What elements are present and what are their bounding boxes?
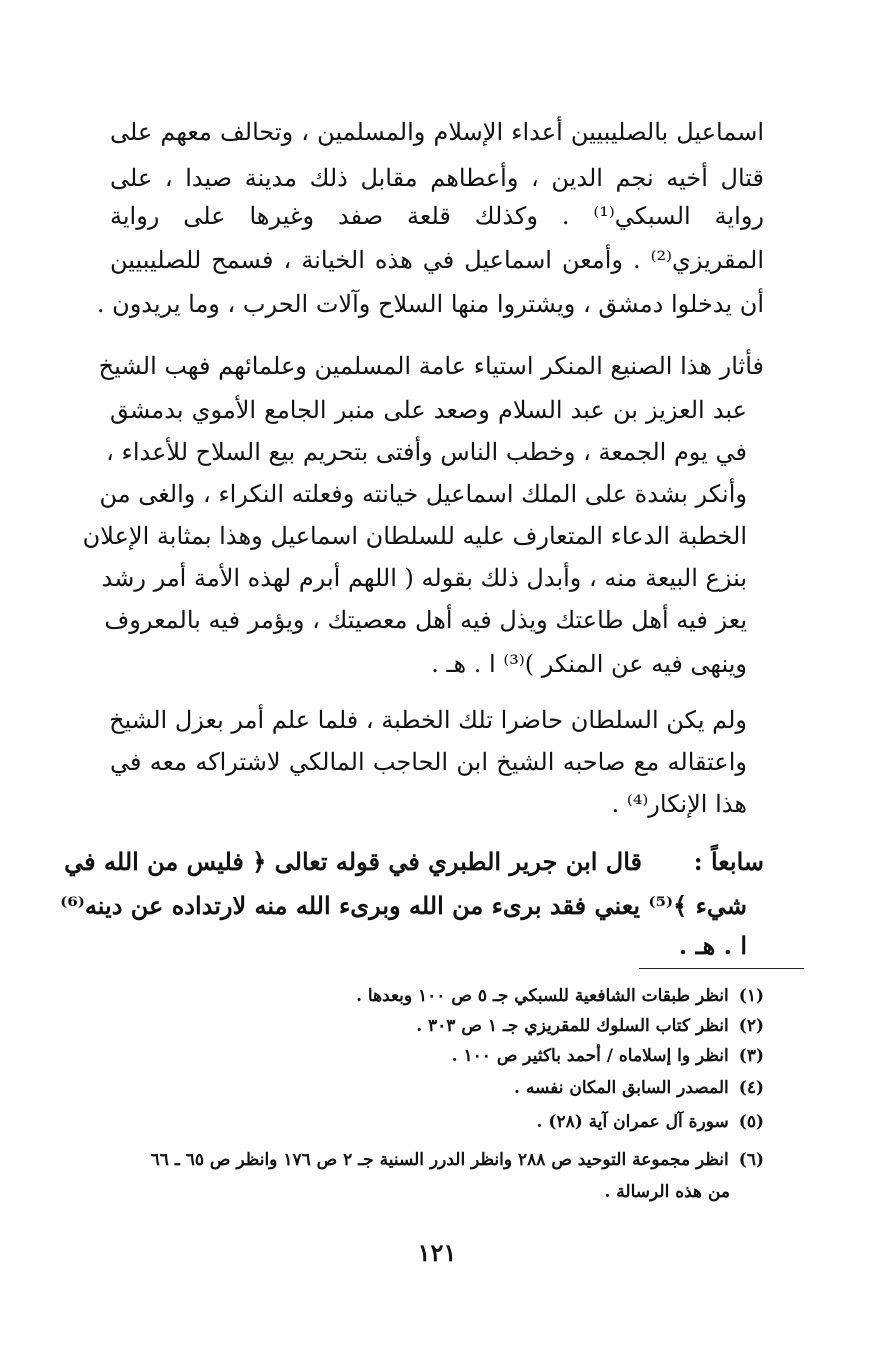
paragraph-2-line-1: فأثار هذا الصنيع المنكر استياء عامة المسلمين وعلمائهم فهب الشيخ [98,352,764,380]
footnote-3 [452,1044,764,1068]
footnote-2 [416,1014,764,1038]
footnote-1-number: (١) [738,986,764,1006]
footnote-6 [110,1148,764,1172]
paragraph-2-line-7: يعز فيه أهل طاعتك ويذل فيه أهل معصيتك ، ويؤمر فيه بالمعروف [104,606,747,634]
paragraph-3-line-1: ولم يكن السلطان حاضرا تلك الخطبة ، فلما علم أمر بعزل الشيخ [109,706,747,734]
footnote-1 [356,984,764,1008]
footnote-4 [514,1076,764,1100]
paragraph-1-line-5: أن يدخلوا دمشق ، ويشتروا منها السلاح وآلات الحرب ، وما يريدون . [96,290,764,318]
paragraph-4-line-1: قال ابن جرير الطبري في قوله تعالى ﴿ فليس من الله في [64,847,642,876]
footnote-separator [639,968,804,969]
paragraph-3-line-3: هذا الإنكار⁽⁴⁾ . [611,790,747,818]
footnote-4-text: المصدر السابق المكان نفسه . [514,1078,729,1098]
paragraph-4-line-2: شيء ﴾⁽⁵⁾ يعني فقد برىء من الله وبرىء الله منه لارتداده عن دينه⁽⁶⁾ [60,891,747,920]
footnote-4-number: (٤) [738,1078,764,1098]
page-number: ١٢١ [417,1238,457,1267]
paragraph-1-line-2: قتال أخيه نجم الدين ، وأعطاهم مقابل ذلك مدينة صيدا ، على [110,164,764,192]
paragraph-2-line-5: الخطبة الدعاء المتعارف عليه للسلطان اسماعيل وهذا بمثابة الإعلان [82,522,747,550]
footnote-1-text: انظر طبقات الشافعية للسبكي جـ ٥ ص ١٠٠ وبعدها . [356,986,729,1006]
paragraph-1-line-4: المقريزي⁽²⁾ . وأمعن اسماعيل في هذه الخيانة ، فسمح للصليبيين [110,246,764,274]
footnote-2-text: انظر كتاب السلوك للمقريزي جـ ١ ص ٣٠٣ . [416,1016,729,1036]
footnote-2-number: (٢) [738,1016,764,1036]
footnote-3-text: انظر وا إسلاماه / أحمد باكثير ص ١٠٠ . [451,1046,729,1066]
paragraph-3-line-2: واعتقاله مع صاحبه الشيخ ابن الحاجب المالكي لاشتراكه معه في [110,748,747,776]
paragraph-2-line-2: عبد العزيز بن عبد السلام وصعد على منبر الجامع الأموي بدمشق [110,396,747,424]
section-label-seventh: سابعاً : [693,847,764,876]
footnote-6-continuation: من هذه الرسالة . [604,1182,730,1202]
paragraph-2-line-6: بنزع البيعة منه ، وأبدل ذلك بقوله ( اللهم أبرم لهذه الأمة أمر رشد [101,564,747,592]
footnote-5-number: (٥) [738,1112,764,1132]
footnote-3-number: (٣) [738,1046,764,1066]
paragraph-4-line-3: ا . هـ . [678,931,747,960]
paragraph-2-line-4: وأنكر بشدة على الملك اسماعيل خيانته وفعلته النكراء ، والغى من [99,480,747,508]
paragraph-1-line-1: اسماعيل بالصليبيين أعداء الإسلام والمسلمين ، وتحالف معهم على [110,118,764,146]
footnote-6-text: انظر مجموعة التوحيد ص ٢٨٨ وانظر الدرر السنية جـ ٢ ص ١٧٦ وانظر ص ٦٥ ـ ٦٦ [150,1150,729,1170]
footnote-6-number: (٦) [738,1150,764,1170]
paragraph-1-line-3: رواية السبكي⁽¹⁾ . وكذلك قلعة صفد وغيرها على رواية [110,202,764,230]
paragraph-2-line-3: في يوم الجمعة ، وخطب الناس وأفتى بتحريم بيع السلاح للأعداء ، [106,438,747,466]
paragraph-2-line-8: وينهى فيه عن المنكر )⁽³⁾ ا . هـ . [431,650,747,678]
footnote-5-text: سورة آل عمران آية (٢٨) . [536,1112,729,1132]
footnote-5 [537,1110,764,1134]
